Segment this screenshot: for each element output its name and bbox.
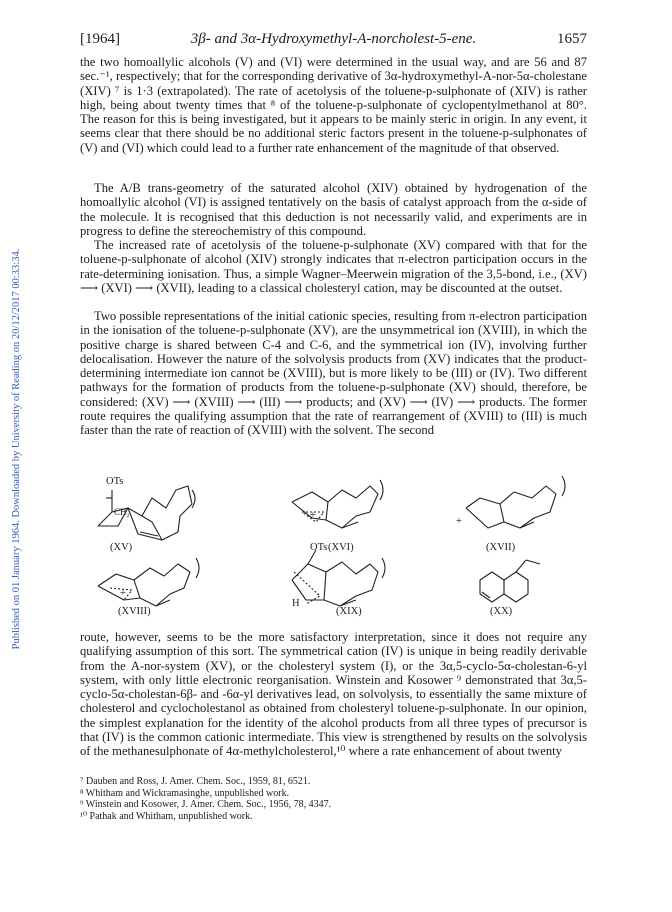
ots-label-xv: OTs	[106, 476, 124, 487]
paragraph-4: Two possible representations of the initial cationic species, resulting from π-electron participation in the ionisation of the toluene-p-sulphonate (XV), are the unsymmetrical ion (XVIII), in which the positive charge is shared between C-4 and C-6, and the symmetrical ion (IV), involving further delocalisation. However the nature of the solvolysis products from (XV) indicates that the product-determining intermediate ion cannot be (XVIII), but is more likely to be (III) or (IV). Two different pathways for the formation of products from the toluene-p-sulphonate (XV) should, therefore, be considered: (XV) ⟶ (XVIII) ⟶ (III) ⟶ products; and (XV) ⟶ (IV) ⟶ products. The former route requires the qualifying assumption that the rate of rearrangement of (XVIII) to (III) is much faster than the rate of reaction of (XVIII) with the solvent. The second	[80, 309, 587, 438]
page-header	[80, 31, 587, 51]
label-xix: (XIX)	[336, 606, 362, 617]
structure-xx	[480, 560, 540, 602]
label-xviii: (XVIII)	[118, 606, 151, 617]
structure-xviii	[98, 558, 199, 606]
page-number: 1657	[557, 31, 587, 47]
structures-figure	[80, 468, 587, 618]
header-title: 3β- and 3α-Hydroxymethyl-A-norcholest-5-ene.	[190, 31, 477, 47]
footnotes	[80, 776, 587, 822]
plus-xviii: +	[120, 588, 126, 599]
label-xx: (XX)	[490, 606, 513, 617]
structure-xix	[292, 550, 385, 606]
footnote-7: ⁷ Dauben and Ross, J. Amer. Chem. Soc., 1959, 81, 6521.	[80, 776, 311, 787]
label-xvii: (XVII)	[486, 542, 516, 553]
footnote-8: ⁸ Whitham and Wickramasinghe, unpublished work.	[80, 787, 290, 799]
ch2-label: CH₂	[114, 507, 130, 517]
plus-xvi: +	[310, 510, 316, 521]
paragraph-1: the two homoallylic alcohols (V) and (VI) were determined in the usual way, and are 56 and 87 sec.⁻¹, respectively; that for the corresponding derivative of 3α-hydroxymethyl-A-nor-5α-cholestane (XIV) ⁷ is 1·3 (extrapolated). The rate of acetolysis of the toluene-p-sulphonate of (XIV) is rather high, being about twenty times that ⁸ of the toluene-p-sulphonate of cyclopentylmethanol at 80°. The reason for this is being investigated, but it appears to be mainly steric in origin. In any event, it seems clear that there should be no additional steric factors present in the toluene-p-sulphonates of (V) and (VI) which could lead to a further rate enhancement of the magnitude of that observed.	[80, 55, 587, 155]
h-label: H	[292, 598, 300, 609]
download-notice: Published on 01 January 1964. Downloaded by University of Reading on 20/12/2017 00:33:34.	[11, 248, 22, 650]
label-xv: (XV)	[110, 542, 133, 553]
plus-xvii: +	[456, 516, 462, 527]
structure-xvi	[292, 480, 383, 528]
footnote-9: ⁹ Winstein and Kosower, J. Amer. Chem. Soc., 1956, 78, 4347.	[80, 799, 332, 810]
paragraph-3: The increased rate of acetolysis of the toluene-p-sulphonate (XV) compared with that for the toluene-p-sulphonate of alcohol (XIV) strongly indicates that π-electron participation occurs in the rate-determining ionisation. Thus, a simple Wagner–Meerwein migration of the 3,5-bond, i.e., (XV) ⟶ (XVI) ⟶ (XVII), leading to a classical cholesteryl cation, may be discounted at the outset.	[80, 238, 587, 295]
header-year: [1964]	[80, 31, 120, 47]
structure-xvii	[466, 476, 565, 528]
label-xvi: (XVI)	[328, 542, 354, 553]
paragraph-2: The A/B trans-geometry of the saturated alcohol (XIV) obtained by hydrogenation of the homoallylic alcohol (VI) is assigned tentatively on the basis of catalyst approach from the α-side of the molecule. It is recognised that this deduction is not necessarily valid, and experiments are in progress to define the stereochemistry of this compound.	[80, 181, 587, 238]
ots-label-xix: OTs	[310, 542, 328, 553]
structure-xv	[98, 486, 195, 540]
paragraph-5: route, however, seems to be the more satisfactory interpretation, since it does not require any qualifying assumption of this sort. The symmetrical cation (IV) is unique in being readily derivable from the A-nor-system (XV), or the cholesteryl system (I), or the 3α,5-cyclo-5α-cholestan-6-yl system, with only little electronic reorganisation. Winstein and Kosower ⁹ demonstrated that 3α,5-cyclo-5α-cholestan-6β- and -6α-yl derivatives lead, on solvolysis, to essentially the same mixture of cholesterol and cyclocholestanol as obtained from cholesteryl toluene-p-sulphonate. In our opinion, the simplest explanation for the identity of the alcohol products from all three types of precursor is that (IV) is the common cationic intermediate. This view is strengthened by results on the solvolysis of the methanesulphonate of 4α-methylcholesterol,¹⁰ where a rate enhancement of about twenty	[80, 630, 587, 759]
footnote-10: ¹⁰ Pathak and Whitham, unpublished work.	[80, 810, 253, 822]
